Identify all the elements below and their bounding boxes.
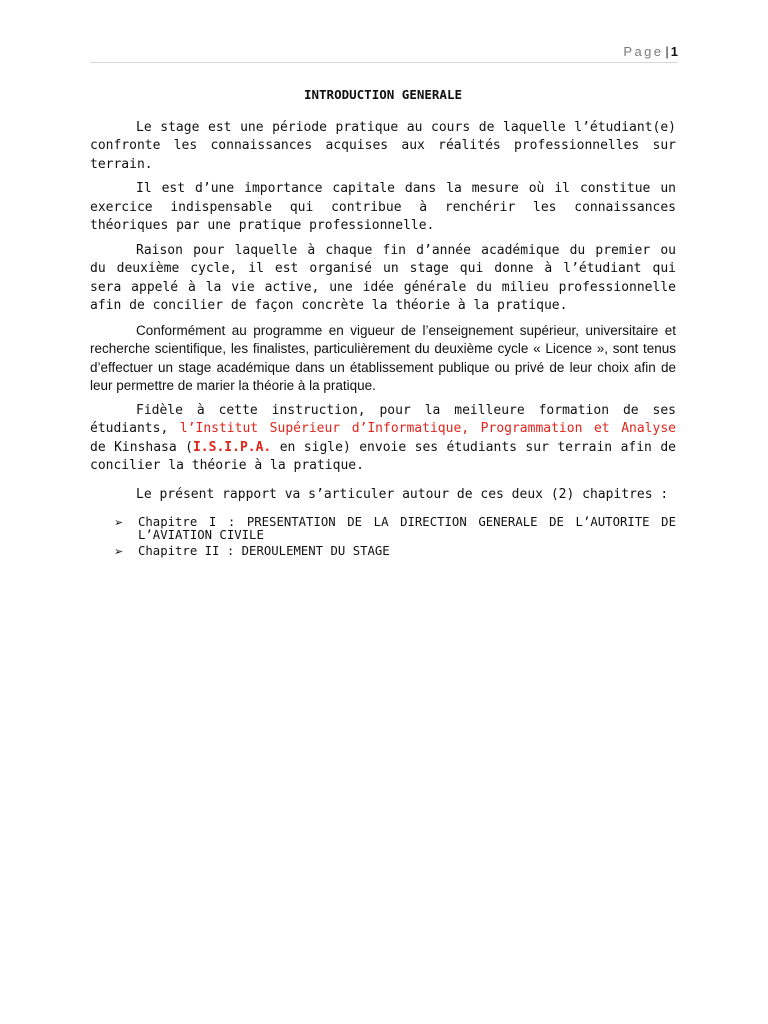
- arrow-bullet-icon: ➢: [114, 516, 124, 529]
- chapter-item-2: [90, 545, 676, 558]
- section-title: INTRODUCTION GENERALE: [303, 87, 463, 102]
- chapter-item-text: Chapitre II : DEROULEMENT DU STAGE: [138, 544, 390, 558]
- institute-acronym: I.S.I.P.A.: [192, 439, 272, 455]
- page-separator: |: [665, 44, 669, 59]
- page-header: [623, 44, 678, 59]
- chapter-list: [90, 516, 676, 558]
- chapter-item-text: Chapitre I : PRESENTATION DE LA DIRECTION GENERALE DE L’AUTORITE DE L’AVIATION CIVILE: [138, 515, 676, 542]
- paragraph-5-text-c: en sigle) envoie ses étudiants sur terrain afin de concilier la théorie à la pratique.: [90, 439, 676, 473]
- paragraph-2: Il est d’une importance capitale dans la mesure où il constitue un exercice indispensable qui contribue à renchérir les connaissances théoriques par une pratique professionnelle.: [90, 181, 676, 233]
- paragraph-5: [90, 402, 676, 476]
- arrow-bullet-icon: ➢: [114, 545, 124, 558]
- document-body: [90, 86, 676, 561]
- header-rule: [90, 62, 678, 63]
- chapter-item-1: [90, 516, 676, 542]
- paragraph-6: Le présent rapport va s’articuler autour de ces deux (2) chapitres :: [136, 486, 669, 502]
- paragraph-3: Raison pour laquelle à chaque fin d’année académique du premier ou du deuxième cycle, il est organisé un stage qui donne à l’étudiant qui sera appelé à la vie active, une idée générale du milieu professionnelle afin de concilier de façon concrète la théorie à la pratique.: [90, 242, 676, 313]
- page-number: 1: [670, 44, 678, 59]
- page-label: Page: [623, 44, 664, 59]
- paragraph-4: Conformément au programme en vigueur de l’enseignement supérieur, universitaire et recherche scientifique, les finalistes, particulièrement du deuxième cycle « Licence », sont tenus d’effectuer un stage académique dans un établissement publique ou privé de leur choix afin de leur permettre de marier la théorie à la pratique.: [90, 322, 676, 393]
- institute-name: l’Institut Supérieur d’Informatique, Programmation et Analyse: [179, 421, 676, 436]
- paragraph-5-text-a: Fidèle à cette instruction, pour la meilleure formation de ses étudiants,: [90, 402, 676, 436]
- paragraph-1: Le stage est une période pratique au cours de laquelle l’étudiant(e) confronte les connaissances acquises aux réalités professionnelles sur terrain.: [90, 119, 676, 172]
- paragraph-5-text-b: de Kinshasa (: [90, 439, 193, 455]
